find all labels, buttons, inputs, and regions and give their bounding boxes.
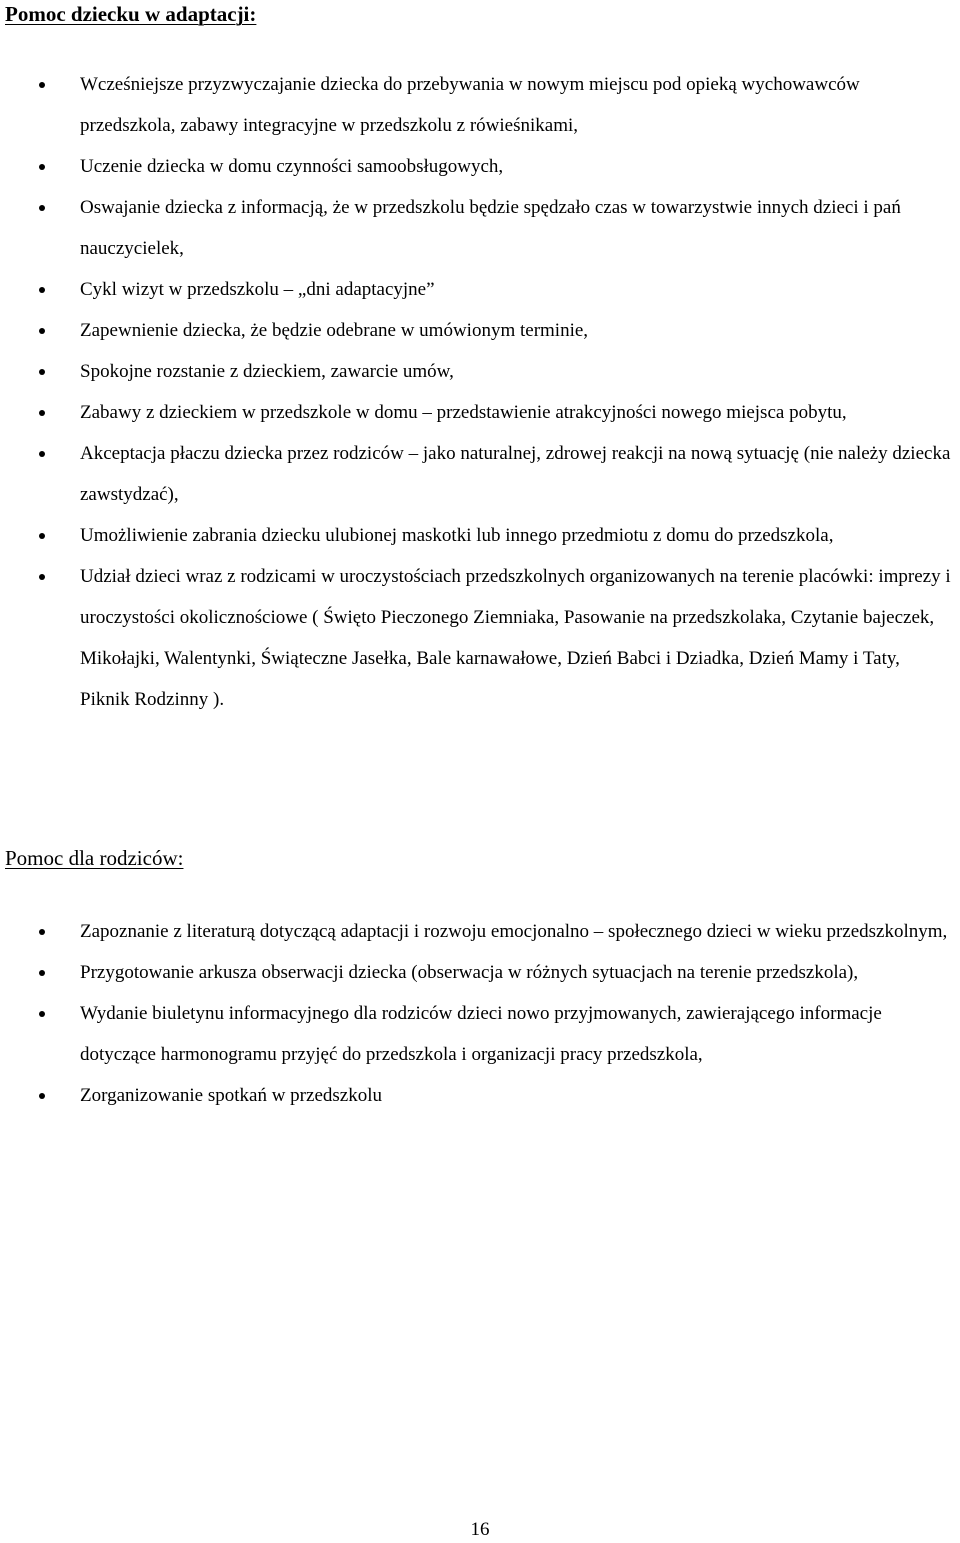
page-number: 16: [470, 1519, 490, 1540]
parents-help-list: [0, 911, 960, 1116]
list-item: Wydanie biuletynu informacyjnego dla rodziców dzieci nowo przyjmowanych, zawierającego informacje dotyczące harmonogramu przyjęć do przedszkola i organizacji pracy przedszkola,: [0, 993, 960, 1075]
list-item: Wcześniejsze przyzwyczajanie dziecka do przebywania w nowym miejscu pod opieką wychowawców przedszkola, zabawy integracyjne w przedszkolu z rówieśnikami,: [0, 64, 960, 146]
child-adaptation-list: [0, 64, 960, 720]
list-item: Zapoznanie z literaturą dotyczącą adaptacji i rozwoju emocjonalno – społecznego dzieci w wieku przedszkolnym,: [0, 911, 960, 952]
section-heading-parents-help: Pomoc dla rodziców:: [5, 846, 184, 870]
list-item: Zorganizowanie spotkań w przedszkolu: [0, 1075, 960, 1116]
list-item: Umożliwienie zabrania dziecku ulubionej maskotki lub innego przedmiotu z domu do przedszkola,: [0, 515, 960, 556]
list-item: Cykl wizyt w przedszkolu – „dni adaptacyjne”: [0, 269, 960, 310]
list-item: Przygotowanie arkusza obserwacji dziecka (obserwacja w różnych sytuacjach na terenie przedszkola),: [0, 952, 960, 993]
list-item: Akceptacja płaczu dziecka przez rodziców – jako naturalnej, zdrowej reakcji na nową sytuację (nie należy dziecka zawstydzać),: [0, 433, 960, 515]
list-item: Udział dzieci wraz z rodzicami w uroczystościach przedszkolnych organizowanych na terenie placówki: imprezy i uroczystości okolicznościowe ( Święto Pieczonego Ziemniaka, Pasowanie na przedszkolaka, Czytanie bajeczek, Mikołajki, Walentynki, Świąteczne Jasełka, Bale karnawałowe, Dzień Babci i Dziadka, Dzień Mamy i Taty, Piknik Rodzinny ).: [0, 556, 960, 720]
list-item: Zapewnienie dziecka, że będzie odebrane w umówionym terminie,: [0, 310, 960, 351]
list-item: Spokojne rozstanie z dzieckiem, zawarcie umów,: [0, 351, 960, 392]
section-heading-child-adaptation: Pomoc dziecku w adaptacji:: [5, 2, 257, 26]
list-item: Zabawy z dzieckiem w przedszkole w domu – przedstawienie atrakcyjności nowego miejsca pobytu,: [0, 392, 960, 433]
list-item: Uczenie dziecka w domu czynności samoobsługowych,: [0, 146, 960, 187]
list-item: Oswajanie dziecka z informacją, że w przedszkolu będzie spędzało czas w towarzystwie innych dzieci i pań nauczycielek,: [0, 187, 960, 269]
